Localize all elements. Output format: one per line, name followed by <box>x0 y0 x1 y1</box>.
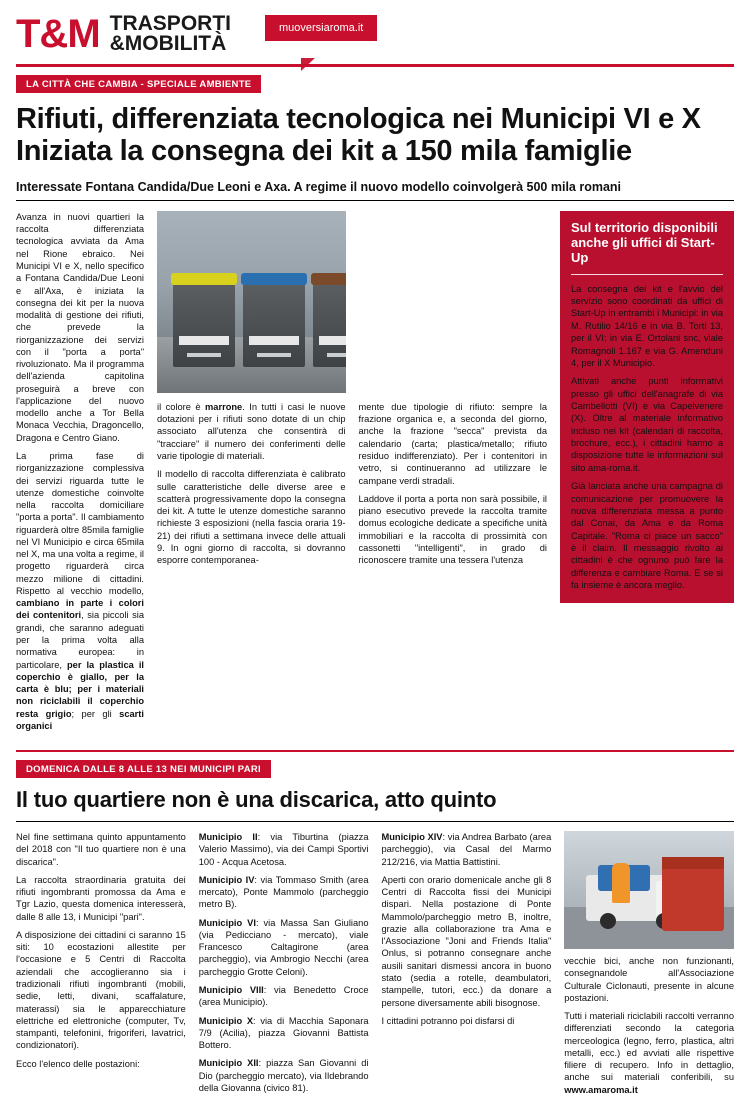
bottom-paragraph: Ecco l'elenco delle postazioni: <box>16 1058 140 1069</box>
bin-organic-brown <box>313 283 346 367</box>
divider <box>16 200 734 201</box>
sidebox-paragraph: Attivati anche punti informativi presso gli uffici dell'anagrafe di via Cambellotti (VI) e via Capelvenere (X). Oltre al materiale informativo incluso nei kit (calendari di raccolta, brochure, ecc.), i cittadini hanno a disposizione tutte le informazioni sul sito ama-roma.it. <box>571 376 723 473</box>
article-paragraph: Avanza in nuovi quartieri la raccolta differenziata tecnologica avviata da Ama nel Rione ebraico. Nei Municipi VI e X, nello specifico a Fontana Candida/Due Leoni e all'Axa, è iniziata la consegna dei kit per la nuova modalità di gestione dei rifiuti, che prevede la riorganizzazione dei servizi con il "porta a porta" rivoluzionato. Ma il programma dell'azienda capitolina proseguirà a breve con l'applicazione del nuovo modello anche a Tor Bella Monaca Vecchia, Dragoncello, Dragona e Centro Giano. <box>16 211 144 443</box>
sidebox-paragraph: La consegna dei kit e l'avvio del servizio sono coordinati da uffici di Start-Up in entrambi i Municipi: in via M. Rutilio 14/16 e in via B. Torti 13, per il VI; in via E. Ortolani snc, viale Romagnoli 1.167 e via G. Amenduni 4, per il X Municipio. <box>571 283 723 368</box>
bottom-rule <box>16 750 734 752</box>
bins-photo <box>157 211 346 393</box>
headline-line-2: Iniziata la consegna dei kit a 150 mila famiglie <box>16 135 632 168</box>
article-paragraph: La prima fase di riorganizzazione complessiva dei servizi riguarda tutte le utenze domestiche coinvolte nella raccolta domiciliare "porta a porta". Il cambiamento riguarderà oltre 85mila famiglie nel VI Municipio e circa 65mila nel X, ma una volta a regime, il progetto riguarderà circa mezzo milione di cittadini. Rispetto al vecchio modello, cambiano in parte i colori dei contenitori, sia piccoli sia grandi, che saranno adeguati per la prima volta alla normativa europea: in particolare, per la plastica il coperchio è giallo, per la carta è blu; per i materiali non riciclabili il coperchio resta grigio; per gli scarti organici <box>16 450 145 731</box>
article-paragraph: Il modello di raccolta differenziata è calibrato sulle caratteristiche delle diverse aree e scatterà progressivamente dopo la consegna dei kit. A tutte le utenze domestiche saranno richieste 3 esposizioni (nella fascia oraria 19-21) dei rifiuti a settimana invece delle attuali 9. In ogni giorno di raccolta, si dovranno esporre contemporanea- <box>157 469 346 566</box>
logo-wordmark <box>110 14 231 54</box>
sidebox-title: Sul territorio disponibili anche gli uffici di Start-Up <box>571 219 718 265</box>
article-paragraph: mente due tipologie di rifiuto: sempre la frazione organica e, a seconda del giorno, anche la frazione "secca" prevista da calendario (carta; plastica/metallo; rifiuto residuo indifferenziato). Per i contenitori in vetro, si continueranno ad utilizzare le campane verdi stradali. <box>358 401 547 486</box>
bottom-column-1 <box>16 831 186 1102</box>
bottom-paragraph: Tutti i materiali riciclabili raccolti verranno differenziati secondo la categoria merceologica (legno, ferro, plastica, altri metalli, ecc.) ed avviati alle rispettive filiere di recupero. Info in dettaglio, anche sui materiali conferibili, su www.amaroma.it <box>564 1011 734 1095</box>
bottom-paragraph: Aperti con orario domenicale anche gli 8 Centri di Raccolta fissi dei Municipi dispari. Nella postazione di Ponte Mammolo/parcheggio metro B, inoltre, grazie alla collaborazione tra Ama e l'Associazione "Joni and Friends Italia" Onlus, si potranno consegnare anche ausili sanitari dismessi ancora in buono stato (sedia a rotelle, deambulatori, stampelle, tutori, ecc.) da donare a persone diversamente abili bisognose. <box>381 874 552 1008</box>
standfirst: Interessate Fontana Candida/Due Leoni e Axa. A regime il nuovo modello coinvolgerà 500 mila romani <box>16 179 622 194</box>
bin-plastic-yellow <box>173 283 235 367</box>
site-badge[interactable]: muoversiaroma.it <box>265 15 377 41</box>
photo-worker <box>612 863 630 903</box>
badge-tail-decoration <box>301 58 315 71</box>
logo-line-1: TRASPORTI <box>109 12 231 36</box>
logo-main-text: T&M <box>16 12 100 56</box>
bottom-paragraph: Municipio XIV: via Andrea Barbato (area parcheggio), via Casal del Marmo 212/216, via Mattia Battistini. <box>381 832 552 867</box>
bottom-column-2 <box>199 831 369 1102</box>
bottom-paragraph: Municipio II: via Tiburtina (piazza Valerio Massimo), via dei Campi Sportivi 100 - Acqua Acetosa. <box>198 832 369 867</box>
photo-red-bin <box>662 857 724 931</box>
bottom-column-4 <box>564 831 734 1102</box>
logo-tm <box>16 14 231 54</box>
main-article-grid <box>16 211 734 738</box>
bottom-paragraph: Municipio VI: via Massa San Giuliano (via Pedicciano - mercato), viale Francesco Caltagirone (area parcheggio), via Ambrogio Necchi (area parcheggio Grotte Celoni). <box>198 917 369 977</box>
bottom-article-grid <box>16 831 734 1102</box>
collection-truck-photo <box>564 831 734 949</box>
bottom-paragraph: Municipio IV: via Tommaso Smith (area mercato), Ponte Mammolo (parcheggio metro B). <box>198 874 369 910</box>
bottom-paragraph: Nel fine settimana quinto appuntamento del 2018 con "Il tuo quartiere non è una discarica". <box>16 832 186 867</box>
bottom-title: Il tuo quartiere non è una discarica, atto quinto <box>16 787 497 813</box>
bottom-paragraph: vecchie bici, anche non funzionanti, consegnandole all'Associazione Culturale Ciclonauti, presente in alcune postazioni. <box>564 956 734 1003</box>
bottom-article <box>16 750 734 1102</box>
sidebar-column <box>560 211 734 738</box>
masthead <box>16 14 734 62</box>
bottom-paragraph: A disposizione dei cittadini ci saranno 15 siti: 10 ecostazioni allestite per l'occasione e 5 Centri di Raccolta aziendali che accoglieranno sia i tradizionali rifiuti ingombranti (mobili, sedie, letti, divani, scaffalature, materassi) sia le apparecchiature elettriche ed elettroniche (computer, Tv, stampanti, telefonini, frigoriferi, lavatrici, condizionatori). <box>16 929 186 1051</box>
column-spacer <box>359 211 548 401</box>
article-column-3 <box>359 211 548 738</box>
bottom-divider <box>16 821 734 822</box>
article-column-1 <box>16 211 144 738</box>
article-paragraph: il colore è marrone. In tutti i casi le nuove dotazioni per i rifiuti sono dotate di un chip associato all'utenza che consentirà di "tracciare" il numero dei conferimenti delle varie tipologie di materiali. <box>157 401 346 461</box>
logo-line-2: &MOBILITÀ <box>109 32 227 55</box>
bottom-paragraph: I cittadini potranno poi disfarsi di <box>381 1015 515 1026</box>
bottom-paragraph: Municipio VIII: via Benedetto Croce (area Municipio). <box>198 985 369 1008</box>
sidebox-paragraph: Già lanciata anche una campagna di comunicazione per promuovere la nuova differenziata messa a punto dal Conai, da Ama e da Roma Capitale. "Roma ci piace un sacco" è il claim. Il messaggio rivolto ai cittadini è che ognuno può fare la differenza e cambiare Roma. E se si fa insieme è ancora meglio. <box>571 481 723 591</box>
bottom-column-3 <box>382 831 552 1102</box>
article-column-2 <box>157 211 346 738</box>
bin-paper-blue <box>243 283 305 367</box>
page-title <box>16 103 734 168</box>
bottom-paragraph: Municipio XII: piazza San Giovanni di Dio (parcheggio mercato), via Ildebrando della Giovanna (civico 81). <box>198 1058 369 1093</box>
section-kicker: LA CITTÀ CHE CAMBIA - SPECIALE AMBIENTE <box>16 75 261 93</box>
article-paragraph: Laddove il porta a porta non sarà possibile, il piano esecutivo prevede la raccolta tramite domus ecologiche dedicate a specifiche unità immobiliari e la raccolta di prossimità con cassonetti "intelligenti", in grado di riconoscere tramite una tessera l'utenza <box>358 493 547 566</box>
bottom-kicker: DOMENICA DALLE 8 ALLE 13 NEI MUNICIPI PARI <box>16 760 271 778</box>
sidebox-startup <box>560 211 734 603</box>
headline-line-1: Rifiuti, differenziata tecnologica nei Municipi VI e X <box>16 103 701 135</box>
masthead-rule <box>16 64 734 67</box>
bottom-paragraph: La raccolta straordinaria gratuita dei rifiuti ingombranti promossa da Ama e Tgr Lazio, questa domenica interesserà, dalle 8 alle 13, i Municipi "pari". <box>16 874 186 922</box>
bottom-paragraph: Municipio X: via di Macchia Saponara 7/9 (Acilia), piazza Giovanni Battista Bottero. <box>198 1015 369 1051</box>
sidebox-divider <box>571 274 723 275</box>
